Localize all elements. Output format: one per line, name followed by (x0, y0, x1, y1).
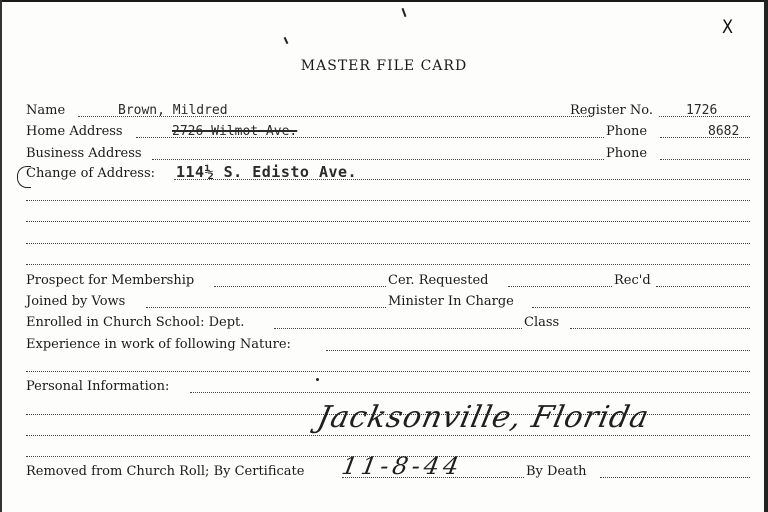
blank-line (26, 435, 750, 436)
home-address-label: Home Address (26, 124, 123, 139)
personal-row (26, 378, 750, 396)
home-address-value: 2726 Wilmot Ave. (172, 124, 298, 139)
cer-requested-label: Cer. Requested (388, 273, 489, 288)
business-phone-line (660, 159, 750, 160)
minister-line (532, 307, 750, 308)
name-label: Name (26, 103, 66, 118)
personal-label: Personal Information: (26, 379, 170, 394)
corner-x-mark: X (721, 16, 734, 38)
business-phone-label: Phone (606, 146, 648, 161)
business-address-row (26, 145, 750, 163)
enrolled-row (26, 314, 750, 332)
recd-label: Rec'd (614, 273, 651, 288)
enrolled-label: Enrolled in Church School: Dept. (26, 315, 245, 330)
name-value: Brown, Mildred (118, 103, 228, 118)
prospect-label: Prospect for Membership (26, 273, 195, 288)
experience-label: Experience in work of following Nature: (26, 337, 291, 352)
recd-line (656, 286, 750, 287)
home-phone-label: Phone (606, 124, 648, 139)
ink-speck (402, 8, 407, 17)
joined-line (146, 307, 386, 308)
home-address-row (26, 123, 750, 141)
blank-line (26, 371, 750, 372)
business-address-line (152, 159, 604, 160)
business-address-label: Business Address (26, 146, 142, 161)
handwritten-city: Jacksonville, Florida (314, 400, 653, 435)
experience-line (326, 350, 750, 351)
class-line (570, 328, 750, 329)
ink-speck (284, 37, 289, 44)
joined-row (26, 293, 750, 311)
cer-requested-line (508, 286, 612, 287)
joined-label: Joined by Vows (26, 294, 126, 309)
card-title: MASTER FILE CARD (300, 58, 468, 74)
register-label: Register No. (570, 103, 654, 118)
card-left-edge (0, 0, 2, 512)
class-label: Class (524, 315, 560, 330)
blank-line (26, 200, 750, 201)
experience-row (26, 336, 750, 354)
blank-line (26, 264, 750, 265)
by-death-line (600, 477, 750, 478)
blank-line (26, 243, 750, 244)
prospect-row (26, 272, 750, 290)
card-right-edge (764, 0, 768, 512)
home-phone-value: 8682 (708, 124, 740, 139)
enrolled-line (274, 328, 522, 329)
name-row (26, 102, 750, 120)
handwritten-removal-date: 11-8-44 (339, 452, 466, 480)
by-death-label: By Death (526, 464, 587, 479)
card-top-edge (0, 0, 768, 2)
blank-line (26, 221, 750, 222)
minister-label: Minister In Charge (388, 294, 514, 309)
register-value: 1726 (686, 103, 718, 118)
change-of-address-label: Change of Address: (26, 166, 156, 181)
personal-line (190, 392, 750, 393)
prospect-line (214, 286, 386, 287)
change-of-address-value: 114½ S. Edisto Ave. (176, 163, 358, 181)
removed-label: Removed from Church Roll; By Certificate (26, 464, 305, 479)
change-of-address-row (26, 165, 750, 183)
